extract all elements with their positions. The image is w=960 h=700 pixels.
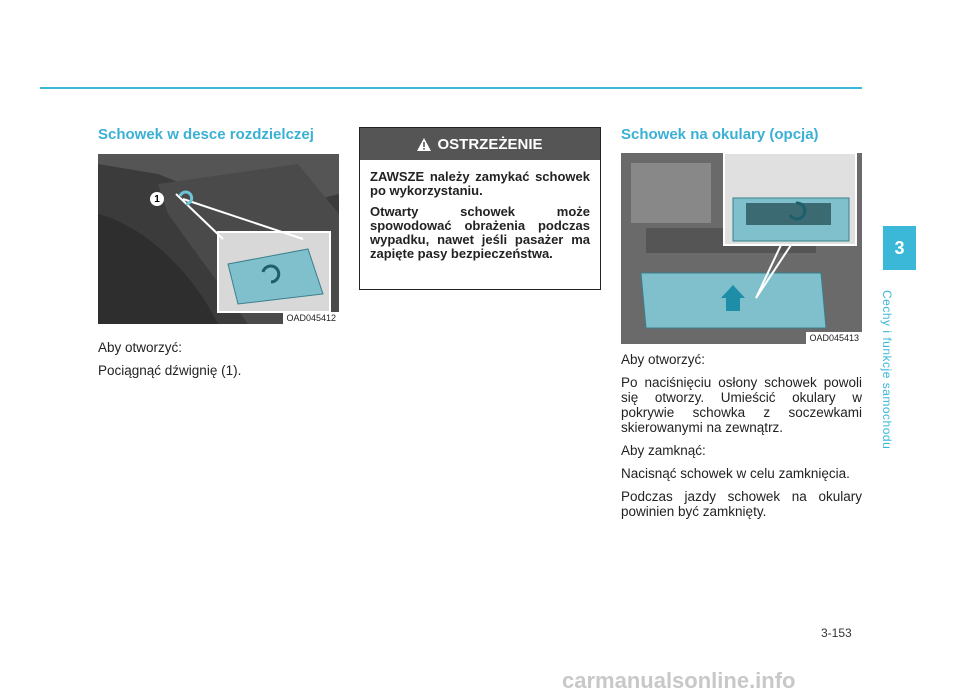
watermark: carmanualsonline.info xyxy=(562,668,796,693)
warning-body xyxy=(360,160,600,261)
figure-code: OAD045412 xyxy=(283,312,339,324)
warning-paragraph: Otwarty schowek może spowodować obrażenia podczas wypadku, nawet jeśli pasażer ma zapięte pasy bezpieczeństwa. xyxy=(370,204,590,261)
glovebox-figure xyxy=(98,154,339,324)
paragraph: Aby otworzyć: xyxy=(621,352,706,367)
chapter-tab: 3 xyxy=(883,226,916,270)
paragraph: Aby otworzyć: xyxy=(98,340,183,355)
paragraph: Podczas jazdy schowek na okulary powinien być zamknięty. xyxy=(621,489,862,519)
callout-number: 1 xyxy=(150,192,164,206)
paragraph: Pociągnąć dźwignię (1). xyxy=(98,363,242,378)
figure-code: OAD045413 xyxy=(806,332,862,344)
page-number: 3-153 xyxy=(821,626,852,640)
warning-header xyxy=(360,128,600,160)
paragraph: Aby zamknąć: xyxy=(621,443,706,458)
glovebox-heading: Schowek w desce rozdzielczej xyxy=(98,126,314,143)
paragraph: Po naciśnięciu osłony schowek powoli się otworzy. Umieścić okulary w pokrywie schowka z soczewkami skierowanymi na zewnątrz. xyxy=(621,375,862,435)
sunglass-holder-figure xyxy=(621,153,862,344)
warning-triangle-icon xyxy=(417,138,431,151)
glovebox-text xyxy=(98,340,339,386)
paragraph: Nacisnąć schowek w celu zamknięcia. xyxy=(621,466,850,481)
chapter-label: Cechy i funkcje samochodu xyxy=(880,290,894,450)
sunglass-holder-text xyxy=(621,352,862,527)
top-rule xyxy=(40,87,862,89)
warning-paragraph: ZAWSZE należy zamykać schowek po wykorzystaniu. xyxy=(370,169,590,198)
warning-title: OSTRZEŻENIE xyxy=(437,135,543,153)
warning-box xyxy=(359,127,601,290)
glovebox-illustration xyxy=(98,154,339,324)
sunglass-holder-heading: Schowek na okulary (opcja) xyxy=(621,126,819,143)
sunglass-holder-illustration xyxy=(621,153,862,344)
